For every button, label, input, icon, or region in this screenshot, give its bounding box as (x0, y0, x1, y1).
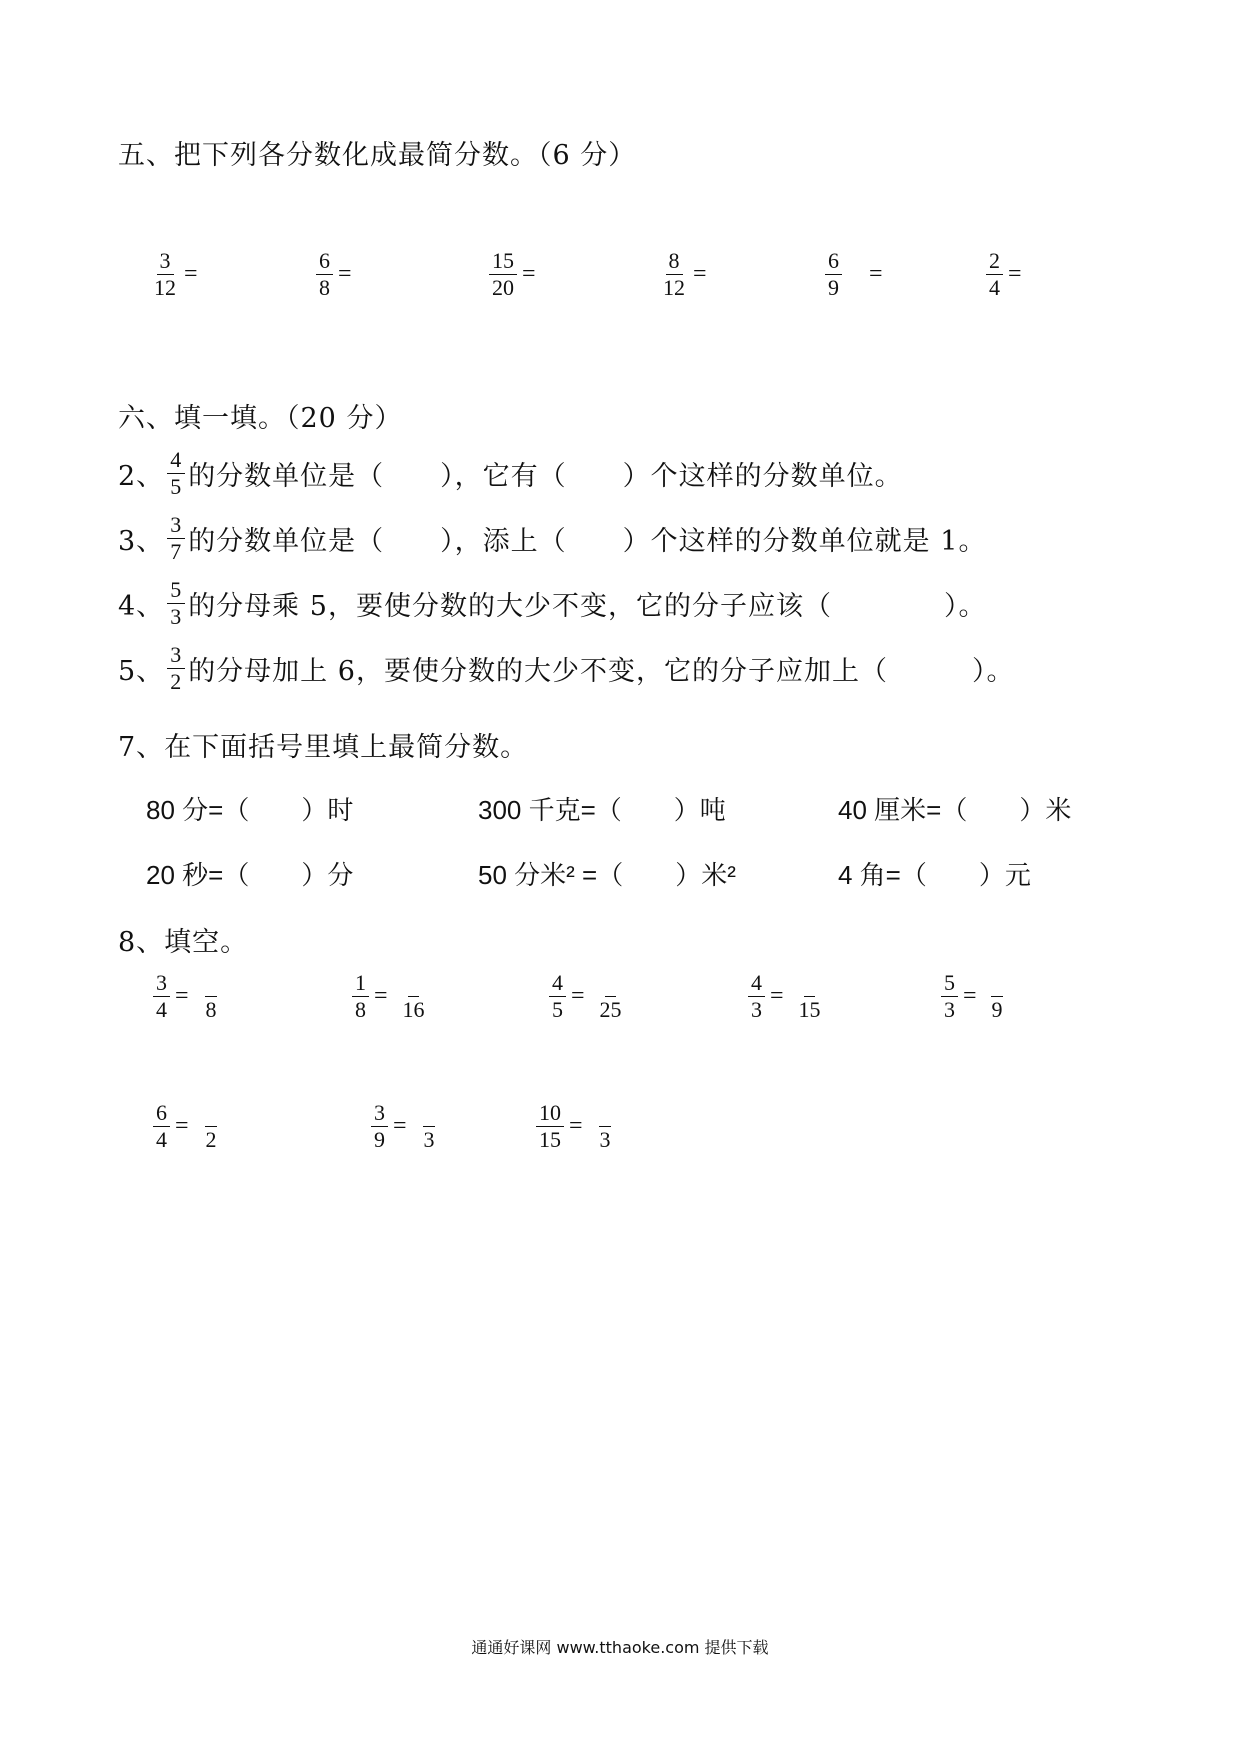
numerator: 5 (167, 579, 185, 604)
equals-sign: = (963, 983, 977, 1009)
denominator: 3 (170, 604, 183, 629)
denominator: 9 (991, 997, 1003, 1022)
denominator: 5 (552, 997, 563, 1022)
numerator: 10 (536, 1102, 564, 1127)
conversion-item: 20 秒=（ ）分 (146, 860, 354, 890)
question-number: 2、 (118, 461, 165, 492)
denominator: 8 (319, 275, 330, 300)
footer-text: 通通好课网 www.tthaoke.com 提供下载 (471, 1638, 769, 1657)
fraction (825, 250, 842, 299)
numerator: 3 (167, 514, 185, 539)
numerator: 6 (153, 1102, 170, 1127)
denominator: 7 (170, 539, 183, 564)
fraction (536, 1102, 564, 1151)
blank-fraction (597, 972, 625, 1021)
equivalent-fraction-item (349, 972, 431, 1021)
equals-sign: = (571, 983, 585, 1009)
equals-sign: = (338, 261, 352, 287)
question-text: 的分母乘 5，要使分数的大少不变，它的分子应该（ ）。 (188, 591, 987, 622)
fraction (549, 972, 566, 1021)
denominator: 3 (423, 1127, 435, 1152)
numerator: 3 (153, 972, 170, 997)
numerator: 1 (352, 972, 369, 997)
fraction-item (822, 250, 883, 299)
question-text: 的分母加上 6，要使分数的大少不变，它的分子应加上（ ）。 (188, 656, 1015, 687)
denominator: 16 (402, 997, 425, 1022)
numerator: 3 (167, 644, 185, 669)
question-4 (118, 579, 986, 628)
question-3 (118, 514, 986, 563)
fraction (167, 449, 185, 498)
equals-sign: = (184, 261, 198, 287)
blank-fraction (796, 972, 824, 1021)
equals-sign: = (522, 261, 536, 287)
fraction (151, 250, 179, 299)
equals-sign: = (569, 1113, 583, 1139)
numerator: 4 (549, 972, 566, 997)
question-text: 的分数单位是（ ），添上（ ）个这样的分数单位就是 1。 (188, 526, 987, 557)
conversion-item: 40 厘米=（ ）米 (838, 795, 1072, 825)
question-5 (118, 644, 1014, 693)
fraction-item (983, 250, 1022, 299)
denominator: 4 (156, 997, 167, 1022)
numerator: 15 (489, 250, 517, 275)
fraction (352, 972, 369, 1021)
fraction (371, 1102, 388, 1151)
equals-sign: = (770, 983, 784, 1009)
fraction (748, 972, 765, 1021)
denominator: 12 (154, 275, 176, 300)
fraction (153, 972, 170, 1021)
fraction (489, 250, 517, 299)
equals-sign: = (693, 261, 707, 287)
blank-fraction (989, 972, 1006, 1021)
conversion-item: 300 千克=（ ）吨 (478, 795, 726, 825)
denominator: 3 (944, 997, 955, 1022)
equivalent-fraction-item (368, 1102, 441, 1151)
denominator: 20 (492, 275, 514, 300)
conversion-item: 4 角=（ ）元 (838, 860, 1031, 890)
denominator: 2 (205, 1127, 217, 1152)
denominator: 8 (355, 997, 366, 1022)
question-text: 的分数单位是（ ），它有（ ）个这样的分数单位。 (188, 461, 903, 492)
numerator: 2 (986, 250, 1003, 275)
denominator: 2 (170, 669, 183, 694)
denominator: 15 (539, 1127, 561, 1152)
question-7-title: 7、在下面括号里填上最简分数。 (118, 732, 529, 763)
question-8-title: 8、填空。 (118, 927, 249, 958)
numerator: 6 (316, 250, 333, 275)
fraction (167, 514, 185, 563)
equivalent-fraction-item (745, 972, 827, 1021)
denominator: 4 (989, 275, 1000, 300)
numerator: 6 (825, 250, 842, 275)
equals-sign: = (869, 261, 883, 287)
numerator: 3 (157, 250, 174, 275)
denominator: 3 (751, 997, 762, 1022)
fraction (941, 972, 958, 1021)
numerator: 5 (941, 972, 958, 997)
numerator: 4 (748, 972, 765, 997)
section5-heading: 五、把下列各分数化成最简分数。（6 分） (118, 140, 637, 171)
denominator: 5 (170, 474, 183, 499)
numerator: 3 (371, 1102, 388, 1127)
equivalent-fraction-item (546, 972, 628, 1021)
denominator: 15 (798, 997, 821, 1022)
equivalent-fraction-item (938, 972, 1009, 1021)
denominator: 4 (156, 1127, 167, 1152)
section6-heading: 六、填一填。（20 分） (118, 403, 403, 434)
fraction (167, 579, 185, 628)
denominator: 8 (205, 997, 217, 1022)
blank-fraction (203, 1102, 220, 1151)
denominator: 12 (663, 275, 685, 300)
question-number: 5、 (118, 656, 165, 687)
fraction-item (657, 250, 707, 299)
fraction (316, 250, 333, 299)
conversion-item: 80 分=（ ）时 (146, 795, 354, 825)
fraction (167, 644, 185, 693)
blank-fraction (597, 1102, 614, 1151)
fraction-item (486, 250, 536, 299)
equals-sign: = (175, 983, 189, 1009)
equals-sign: = (374, 983, 388, 1009)
equals-sign: = (175, 1113, 189, 1139)
numerator: 4 (167, 449, 185, 474)
denominator: 9 (374, 1127, 385, 1152)
question-number: 4、 (118, 591, 165, 622)
blank-fraction (400, 972, 428, 1021)
blank-fraction (421, 1102, 438, 1151)
numerator: 8 (666, 250, 683, 275)
denominator: 3 (599, 1127, 611, 1152)
equivalent-fraction-item (533, 1102, 617, 1151)
fraction (153, 1102, 170, 1151)
fraction-item (148, 250, 198, 299)
fraction (986, 250, 1003, 299)
equals-sign: = (393, 1113, 407, 1139)
fraction-item (313, 250, 352, 299)
denominator: 25 (599, 997, 622, 1022)
fraction (660, 250, 688, 299)
question-2 (118, 449, 903, 498)
equals-sign: = (1008, 261, 1022, 287)
question-number: 3、 (118, 526, 165, 557)
equivalent-fraction-item (150, 972, 223, 1021)
denominator: 9 (828, 275, 839, 300)
blank-fraction (203, 972, 220, 1021)
equivalent-fraction-item (150, 1102, 223, 1151)
conversion-item: 50 分米² =（ ）米² (478, 860, 736, 890)
